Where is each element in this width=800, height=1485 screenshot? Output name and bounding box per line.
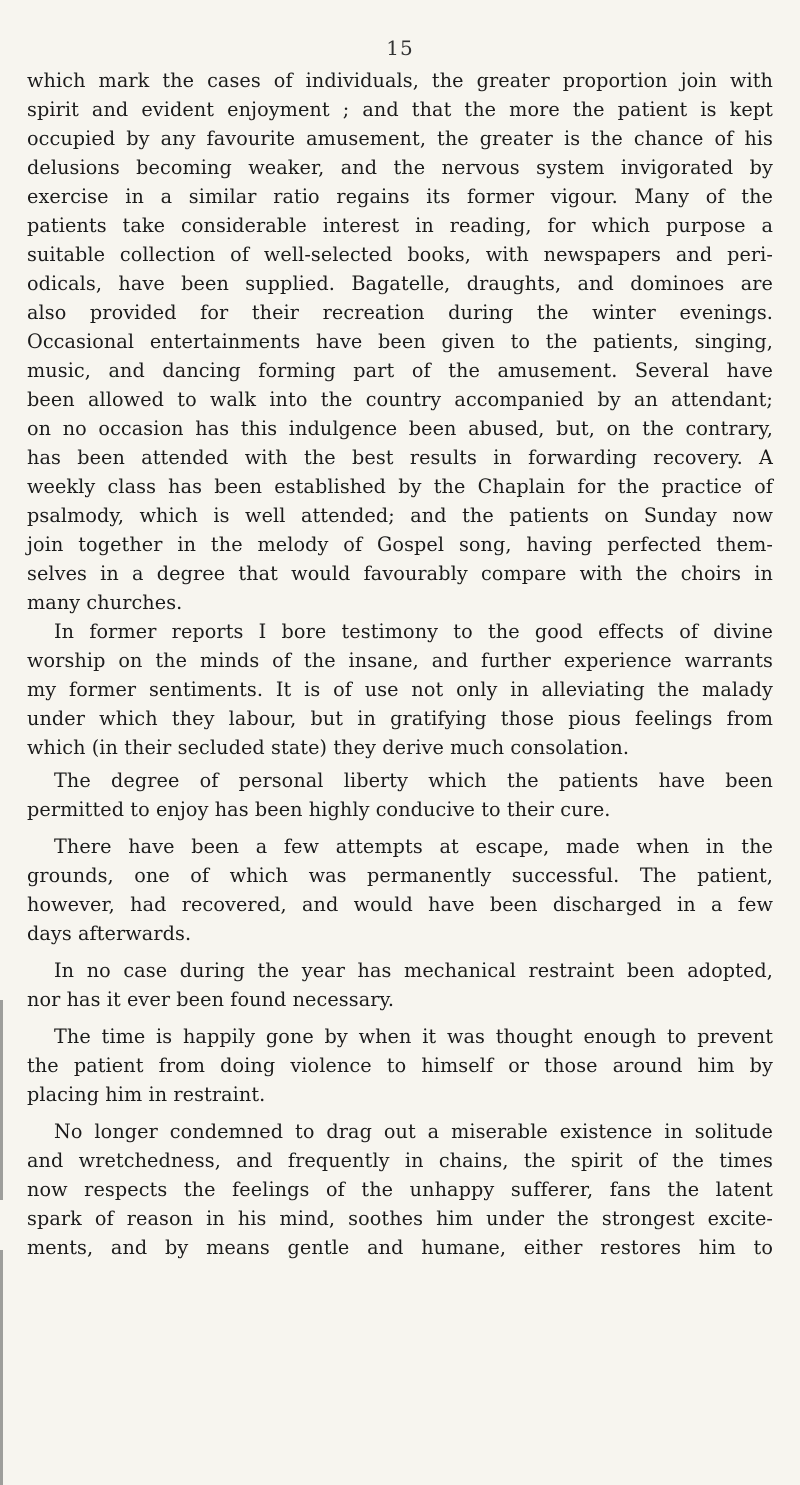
text-line: delusions becoming weaker, and the nervous system invigorated by xyxy=(27,156,773,179)
paragraph-mechanical-restraint xyxy=(27,956,773,1014)
paragraph-personal-liberty xyxy=(27,766,773,824)
text-line: been allowed to walk into the country accompanied by an attendant; xyxy=(27,388,773,411)
text-line: has been attended with the best results in forwarding recovery. A xyxy=(27,446,773,469)
text-line: now respects the feelings of the unhappy sufferer, fans the latent xyxy=(27,1178,773,1201)
text-line: which (in their secluded state) they derive much consolation. xyxy=(27,736,630,759)
text-line: ments, and by means gentle and humane, either restores him to xyxy=(27,1236,773,1259)
paragraph-divine-worship xyxy=(27,617,773,762)
text-line: placing him in restraint. xyxy=(27,1083,266,1106)
text-line: days afterwards. xyxy=(27,922,192,945)
text-line: exercise in a similar ratio regains its former vigour. Many of the xyxy=(27,185,773,208)
text-line: spark of reason in his mind, soothes him under the strongest excite- xyxy=(27,1207,773,1230)
text-line: worship on the minds of the insane, and further experience warrants xyxy=(27,649,773,672)
text-line: psalmody, which is well attended; and the patients on Sunday now xyxy=(27,504,773,527)
text-line: In former reports I bore testimony to the good effects of divine xyxy=(54,620,773,643)
text-line: join together in the melody of Gospel song, having perfected them- xyxy=(27,533,773,556)
text-line: Occasional entertainments have been given to the patients, singing, xyxy=(27,330,773,353)
text-line: permitted to enjoy has been highly conducive to their cure. xyxy=(27,798,611,821)
text-line: occupied by any favourite amusement, the greater is the chance of his xyxy=(27,127,773,150)
text-line: spirit and evident enjoyment ; and that the more the patient is kept xyxy=(27,98,773,121)
text-line: weekly class has been established by the Chaplain for the practice of xyxy=(27,475,773,498)
text-line: No longer condemned to drag out a miserable existence in solitude xyxy=(54,1120,773,1143)
text-line: The time is happily gone by when it was thought enough to prevent xyxy=(54,1025,773,1048)
text-line: also provided for their recreation during the winter evenings. xyxy=(27,301,773,324)
text-line: There have been a few attempts at escape, made when in the xyxy=(54,835,773,858)
paragraph-no-longer-condemned xyxy=(27,1117,773,1262)
text-line: the patient from doing violence to himself or those around him by xyxy=(27,1054,773,1077)
text-line: The degree of personal liberty which the patients have been xyxy=(54,769,773,792)
text-line: and wretchedness, and frequently in chains, the spirit of the times xyxy=(27,1149,773,1172)
paragraph-time-gone-by xyxy=(27,1022,773,1109)
body-text xyxy=(27,66,773,1262)
text-line: my former sentiments. It is of use not only in alleviating the malady xyxy=(27,678,773,701)
text-line: grounds, one of which was permanently successful. The patient, xyxy=(27,864,773,887)
text-line: patients take considerable interest in reading, for which purpose a xyxy=(27,214,773,237)
text-line: on no occasion has this indulgence been abused, but, on the contrary, xyxy=(27,417,773,440)
page-number: 15 xyxy=(386,36,414,60)
text-line: under which they labour, but in gratifying those pious feelings from xyxy=(27,707,773,730)
text-line: many churches. xyxy=(27,591,183,614)
paragraph-escape-attempts xyxy=(27,832,773,948)
scan-edge-mark xyxy=(0,1250,3,1485)
text-line: which mark the cases of individuals, the greater proportion join with xyxy=(27,69,773,92)
text-line: however, had recovered, and would have been discharged in a few xyxy=(27,893,773,916)
scan-edge-mark xyxy=(0,1000,3,1200)
text-line: odicals, have been supplied. Bagatelle, draughts, and dominoes are xyxy=(27,272,773,295)
text-line: In no case during the year has mechanical restraint been adopted, xyxy=(54,959,773,982)
text-line: selves in a degree that would favourably compare with the choirs in xyxy=(27,562,773,585)
text-line: nor has it ever been found necessary. xyxy=(27,988,395,1011)
text-line: music, and dancing forming part of the amusement. Several have xyxy=(27,359,773,382)
text-line: suitable collection of well-selected books, with newspapers and peri- xyxy=(27,243,773,266)
paragraph-amusements xyxy=(27,66,773,617)
